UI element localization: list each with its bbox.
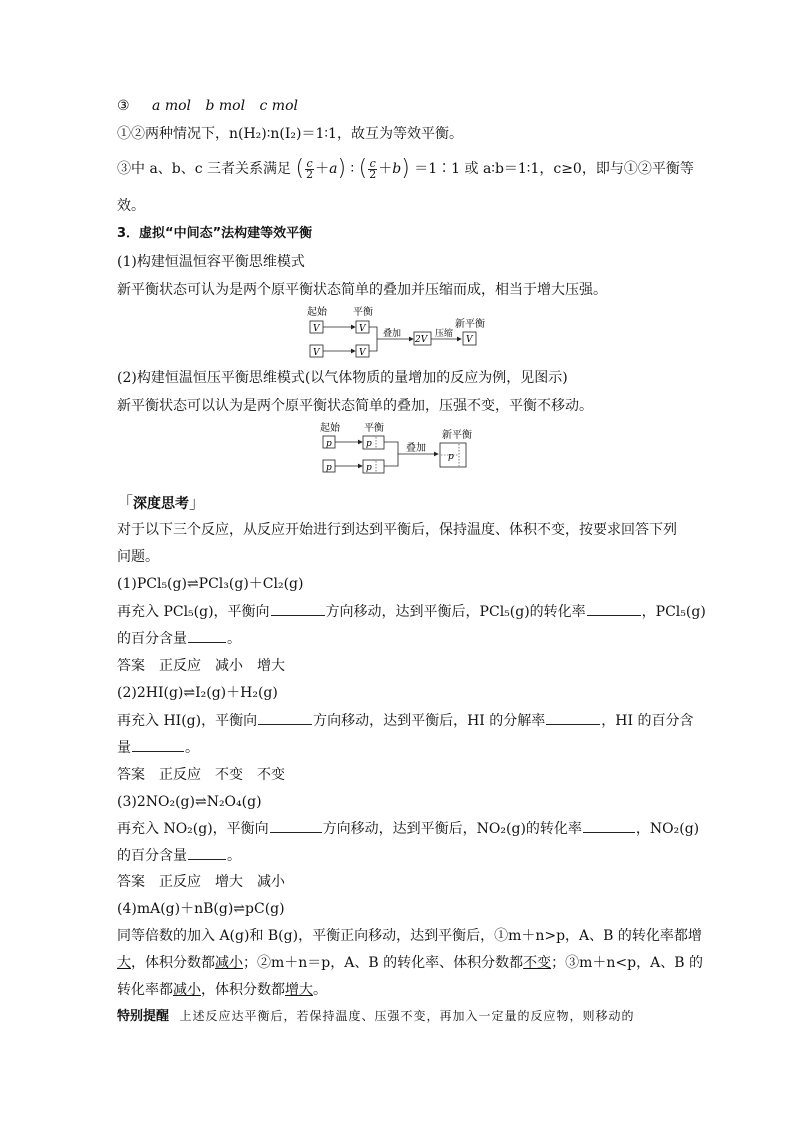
q3-answer: 答案 正反应 增大 减小	[117, 874, 285, 890]
subsection-1-title: (1)构建恒温恒容平衡思维模式	[117, 254, 305, 270]
tip-text: 上述反应达平衡后，若保持温度、压强不变，再加入一定量的反应物，则移动的	[179, 1009, 635, 1023]
q2-text-line1: 再充入 HI(g)，平衡向 方向移动，达到平衡后，HI 的分解率 ，HI 的百分含	[117, 710, 693, 731]
paren-close-1: )	[337, 156, 347, 181]
ratio-colon: ∶	[350, 161, 355, 177]
q4-answer-line1: 同等倍数的加入 A(g)和 B(g)，平衡正向移动，达到平衡后，①m＋n>p，A、B 的转化率都增	[117, 928, 702, 944]
q4-equation: (4)mA(g)＋nB(g)⇌pC(g)	[117, 901, 285, 917]
q4-answer-line2: 大，体积分数都减小；②m＋n＝p，A、B 的转化率、体积分数都不变；③m＋n<p，A、B 的	[117, 955, 703, 971]
q1-equation: (1)PCl₅(g)⇌PCl₃(g)＋Cl₂(g)	[117, 576, 304, 592]
q3-equation: (3)2NO₂(g)⇌N₂O₄(g)	[117, 794, 262, 810]
svg-text:p: p	[448, 452, 454, 462]
special-tip	[117, 1006, 634, 1027]
circle-3-mark: ③	[117, 98, 130, 114]
tip-label: 特别提醒	[117, 1009, 170, 1024]
paren-open-1: (	[295, 156, 305, 181]
label-new-equilibrium: 新平衡	[455, 319, 485, 330]
q2-blank-2[interactable]	[546, 710, 600, 725]
svg-text:p: p	[326, 463, 332, 473]
amount-c: c mol	[259, 98, 298, 114]
bracket-open: 「	[117, 493, 134, 512]
svg-text:p: p	[326, 439, 332, 449]
svg-text:p: p	[366, 463, 372, 473]
subsection-1-text: 新平衡状态可认为是两个原平衡状态简单的叠加并压缩而成，相当于增大压强。	[117, 282, 607, 298]
label-compress: 压缩	[435, 329, 454, 339]
q3-blank-1[interactable]	[270, 818, 322, 833]
paren-close-2: )	[401, 156, 410, 181]
label-new-equilibrium-2: 新平衡	[442, 430, 472, 441]
question-intro-1: 对于以下三个反应，从反应开始进行到达到平衡后，保持温度、体积不变，按要求回答下列	[117, 522, 677, 538]
equivalence-statement: ①②两种情况下，n(H₂)∶n(I₂)＝1∶1，故互为等效平衡。	[117, 126, 463, 142]
question-intro-2: 问题。	[117, 549, 159, 565]
label-equilibrium: 平衡	[353, 307, 373, 318]
q3-text-line2: 的百分含量 。	[117, 845, 241, 866]
initial-amounts-row	[117, 96, 298, 116]
q2-blank-1[interactable]	[258, 710, 312, 725]
svg-text:2V: 2V	[415, 335, 428, 345]
paren-open-2: (	[358, 156, 368, 181]
q2-text-line2: 量 。	[117, 737, 199, 758]
label-equilibrium-2: 平衡	[364, 423, 384, 434]
label-add: 叠加	[383, 329, 402, 339]
q1-answer: 答案 正反应 减小 增大	[117, 658, 285, 674]
q3-blank-3[interactable]	[188, 845, 226, 860]
svg-text:V: V	[359, 324, 366, 334]
q1-text-line2: 的百分含量 。	[117, 628, 241, 649]
deep-thinking-heading: 「深度思考」	[117, 493, 206, 512]
svg-text:p: p	[366, 439, 372, 449]
label-start-2: 起始	[320, 423, 340, 434]
condition-post: ＝1∶1 或 a∶b＝1∶1，c≥0，即与①②平衡等	[414, 161, 694, 177]
q1-blank-1[interactable]	[271, 601, 325, 616]
constant-pressure-diagram	[318, 421, 483, 479]
condition-continued: 效。	[117, 198, 145, 214]
q3-blank-2[interactable]	[583, 818, 635, 833]
fraction-c-over-2: $\frac{c}{2}$	[306, 156, 314, 181]
q1-text-line1: 再充入 PCl₅(g)，平衡向 方向移动，达到平衡后，PCl₅(g)的转化率 ，PCl₅(g)	[117, 601, 706, 622]
q4-answer-line3: 转化率都减小，体积分数都增大。	[117, 982, 327, 998]
svg-text:V: V	[359, 348, 366, 358]
condition-statement: ③中 a、b、c 三者关系满足 ( $\frac{c}{2}$ ＋a) ∶ ( $\frac{c}{2}$ ＋b) ＝1∶1 或 a∶b＝1∶1，c≥0，即与①②平衡等	[117, 156, 694, 181]
amount-b: b mol	[205, 98, 246, 114]
q2-answer: 答案 正反应 不变 不变	[117, 767, 285, 783]
subsection-2-text: 新平衡状态可以认为是两个原平衡状态简单的叠加，压强不变，平衡不移动。	[117, 398, 593, 414]
q1-blank-2[interactable]	[587, 601, 641, 616]
subsection-2-title: (2)构建恒温恒压平衡思维模式(以气体物质的量增加的反应为例，见图示)	[117, 370, 568, 386]
bracket-close: 」	[189, 493, 206, 512]
q2-equation: (2)2HI(g)⇌I₂(g)＋H₂(g)	[117, 685, 278, 701]
amount-a: a mol	[152, 98, 191, 114]
label-start: 起始	[307, 307, 327, 318]
svg-text:V: V	[466, 335, 473, 345]
q1-blank-3[interactable]	[188, 628, 226, 643]
q2-blank-3[interactable]	[132, 737, 184, 752]
svg-text:V: V	[313, 324, 320, 334]
q3-text-line1: 再充入 NO₂(g)，平衡向 方向移动，达到平衡后，NO₂(g)的转化率 ，NO₂(g)	[117, 818, 699, 839]
constant-volume-diagram	[305, 305, 495, 363]
fraction-c-over-2-b: $\frac{c}{2}$	[369, 156, 377, 181]
label-add-2: 叠加	[406, 443, 426, 454]
condition-pre: ③中 a、b、c 三者关系满足	[117, 161, 292, 177]
section-3-heading: 3．虚拟“中间态”法构建等效平衡	[117, 226, 313, 241]
svg-text:V: V	[313, 348, 320, 358]
